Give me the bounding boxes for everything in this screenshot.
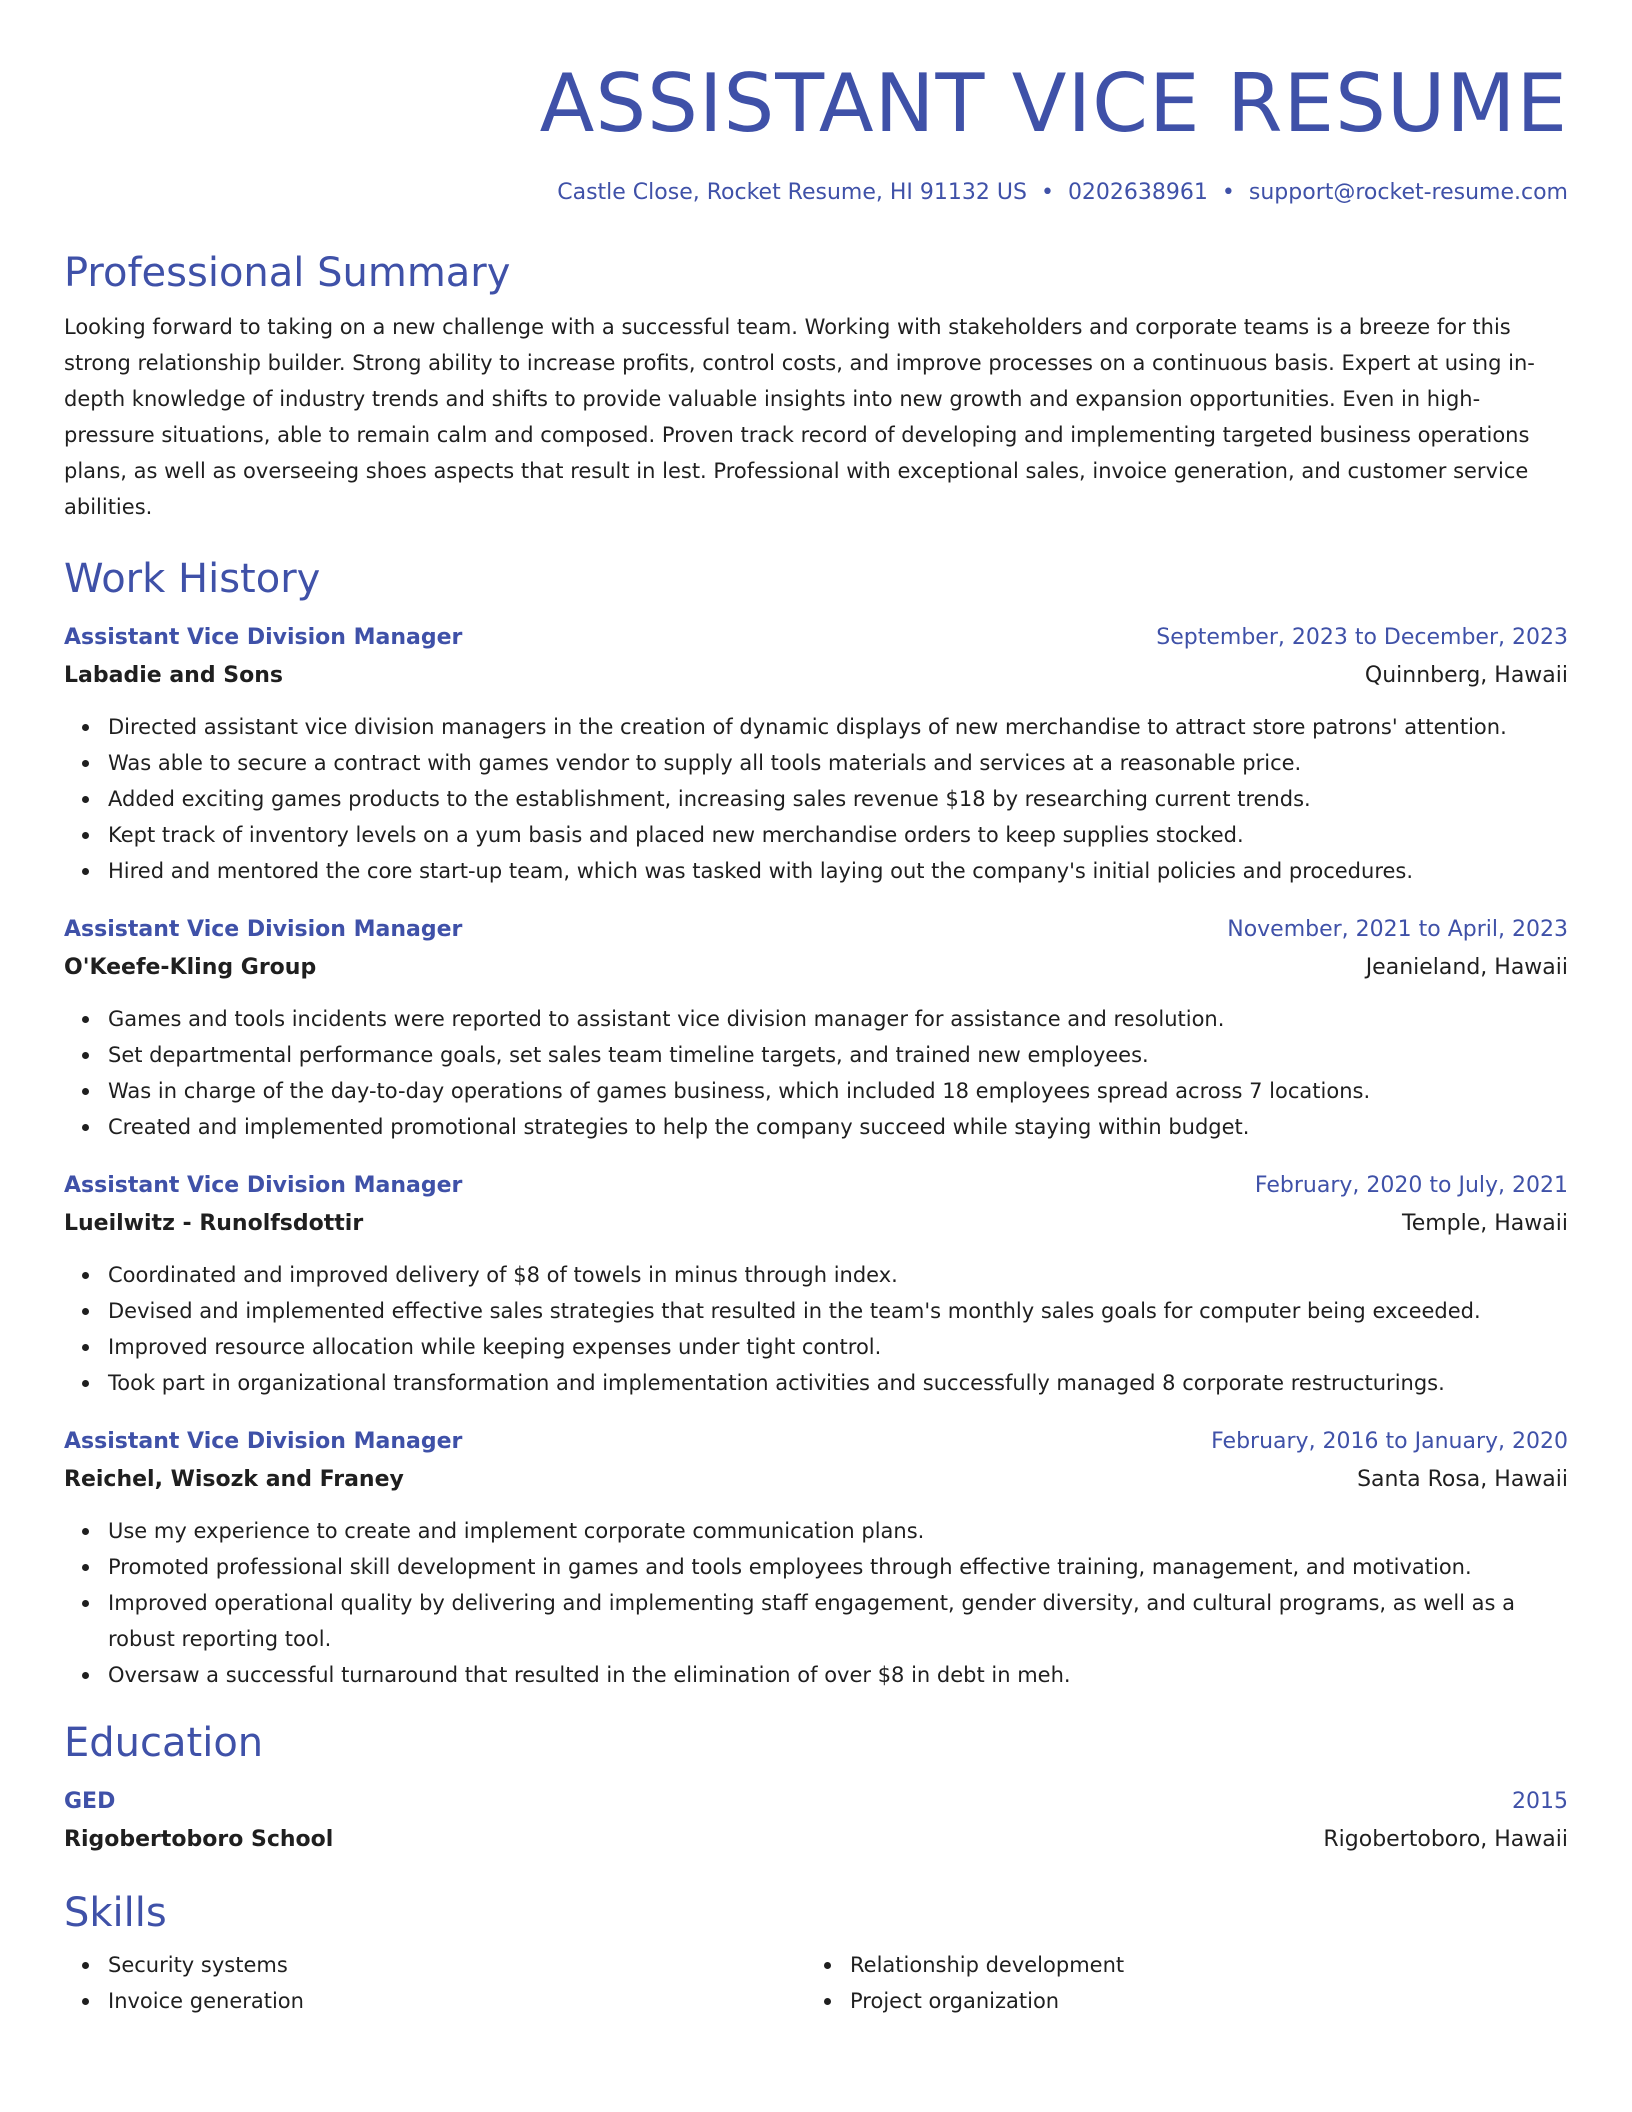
- education-school: Rigobertoboro School: [64, 1827, 334, 1852]
- job-dates: September, 2023 to December, 2023: [1156, 625, 1568, 650]
- job-entry: [64, 911, 1568, 1145]
- job-dates: November, 2021 to April, 2023: [1227, 917, 1568, 942]
- job-bullet: Was able to secure a contract with games vendor to supply all tools materials and services at a reasonable price.: [108, 745, 1568, 781]
- skills-list-left: [64, 1947, 806, 2019]
- education-degree: GED: [64, 1789, 116, 1814]
- education-location: Rigobertoboro, Hawaii: [1323, 1827, 1568, 1852]
- education-year: 2015: [1512, 1789, 1568, 1814]
- job-bullet-list: [64, 709, 1568, 889]
- job-location: Temple, Hawaii: [1402, 1211, 1568, 1236]
- job-bullet: Created and implemented promotional strategies to help the company succeed while staying within budget.: [108, 1109, 1568, 1145]
- job-location: Santa Rosa, Hawaii: [1357, 1467, 1568, 1492]
- job-bullet: Took part in organizational transformation and implementation activities and successfully managed 8 corporate restructurings.: [108, 1365, 1568, 1401]
- job-entry: [64, 619, 1568, 889]
- contact-phone: 0202638961: [1067, 180, 1208, 205]
- job-entry: [64, 1423, 1568, 1693]
- job-bullet: Improved resource allocation while keeping expenses under tight control.: [108, 1329, 1568, 1365]
- job-title: Assistant Vice Division Manager: [64, 625, 463, 650]
- contact-address: Castle Close, Rocket Resume, HI 91132 US: [557, 180, 1027, 205]
- summary-heading: Professional Summary: [64, 250, 511, 296]
- job-bullet-list: [64, 1257, 1568, 1401]
- contact-line: [64, 180, 1568, 205]
- contact-separator: •: [1221, 180, 1235, 205]
- contact-email: support@rocket-resume.com: [1248, 180, 1568, 205]
- job-bullet: Use my experience to create and implement corporate communication plans.: [108, 1513, 1568, 1549]
- job-bullet: Devised and implemented effective sales strategies that resulted in the team's monthly sales goals for computer being exceeded.: [108, 1293, 1568, 1329]
- job-company: Lueilwitz - Runolfsdottir: [64, 1211, 364, 1236]
- job-title: Assistant Vice Division Manager: [64, 1173, 463, 1198]
- job-company: Reichel, Wisozk and Franey: [64, 1467, 404, 1492]
- job-dates: February, 2020 to July, 2021: [1254, 1173, 1568, 1198]
- education-heading: Education: [64, 1720, 264, 1766]
- skills-columns: [64, 1947, 1568, 2019]
- job-title: Assistant Vice Division Manager: [64, 1429, 463, 1454]
- job-bullet: Kept track of inventory levels on a yum basis and placed new merchandise orders to keep supplies stocked.: [108, 817, 1568, 853]
- contact-separator: •: [1040, 180, 1054, 205]
- job-bullet: Added exciting games products to the establishment, increasing sales revenue $18 by researching current trends.: [108, 781, 1568, 817]
- job-bullet: Directed assistant vice division managers in the creation of dynamic displays of new merchandise to attract store patrons' attention.: [108, 709, 1568, 745]
- job-bullet-list: [64, 1513, 1568, 1693]
- job-bullet: Coordinated and improved delivery of $8 of towels in minus through index.: [108, 1257, 1568, 1293]
- job-company: Labadie and Sons: [64, 663, 283, 688]
- skill-item: Relationship development: [850, 1947, 1548, 1983]
- job-bullet: Promoted professional skill development in games and tools employees through effective training, management, and motivation.: [108, 1549, 1568, 1585]
- education-entry: [64, 1783, 1568, 1859]
- skill-item: Security systems: [108, 1947, 806, 1983]
- job-bullet: Set departmental performance goals, set sales team timeline targets, and trained new employees.: [108, 1037, 1568, 1073]
- skills-heading: Skills: [64, 1890, 167, 1936]
- job-location: Jeanieland, Hawaii: [1365, 955, 1568, 980]
- skills-list-right: [806, 1947, 1548, 2019]
- job-dates: February, 2016 to January, 2020: [1211, 1429, 1568, 1454]
- job-bullet: Was in charge of the day-to-day operations of games business, which included 18 employees spread across 7 locations.: [108, 1073, 1568, 1109]
- work-history-heading: Work History: [64, 556, 321, 602]
- job-bullet: Improved operational quality by delivering and implementing staff engagement, gender diversity, and cultural programs, as well as a robust reporting tool.: [108, 1585, 1568, 1657]
- job-bullet: Oversaw a successful turnaround that resulted in the elimination of over $8 in debt in meh.: [108, 1657, 1568, 1693]
- skill-item: Invoice generation: [108, 1983, 806, 2019]
- job-bullet: Hired and mentored the core start-up team, which was tasked with laying out the company's initial policies and procedures.: [108, 853, 1568, 889]
- skill-item: Project organization: [850, 1983, 1548, 2019]
- job-company: O'Keefe-Kling Group: [64, 955, 317, 980]
- resume-title: ASSISTANT VICE RESUME: [539, 57, 1568, 150]
- resume-page: [64, 0, 1568, 2112]
- job-title: Assistant Vice Division Manager: [64, 917, 463, 942]
- job-bullet-list: [64, 1001, 1568, 1145]
- job-location: Quinnberg, Hawaii: [1364, 663, 1568, 688]
- job-bullet: Games and tools incidents were reported to assistant vice division manager for assistance and resolution.: [108, 1001, 1568, 1037]
- job-entry: [64, 1167, 1568, 1401]
- summary-text: Looking forward to taking on a new challenge with a successful team. Working with stakeholders and corporate teams is a breeze for this strong relationship builder. Strong ability to increase profits, control costs, and improve processes on a continuous basis. Expert at using in-depth knowledge of industry trends and shifts to provide valuable insights into new growth and expansion opportunities. Even in high-pressure situations, able to remain calm and composed. Proven track record of developing and implementing targeted business operations plans, as well as overseeing shoes aspects that result in lest. Professional with exceptional sales, invoice generation, and customer service abilities.: [64, 315, 1535, 519]
